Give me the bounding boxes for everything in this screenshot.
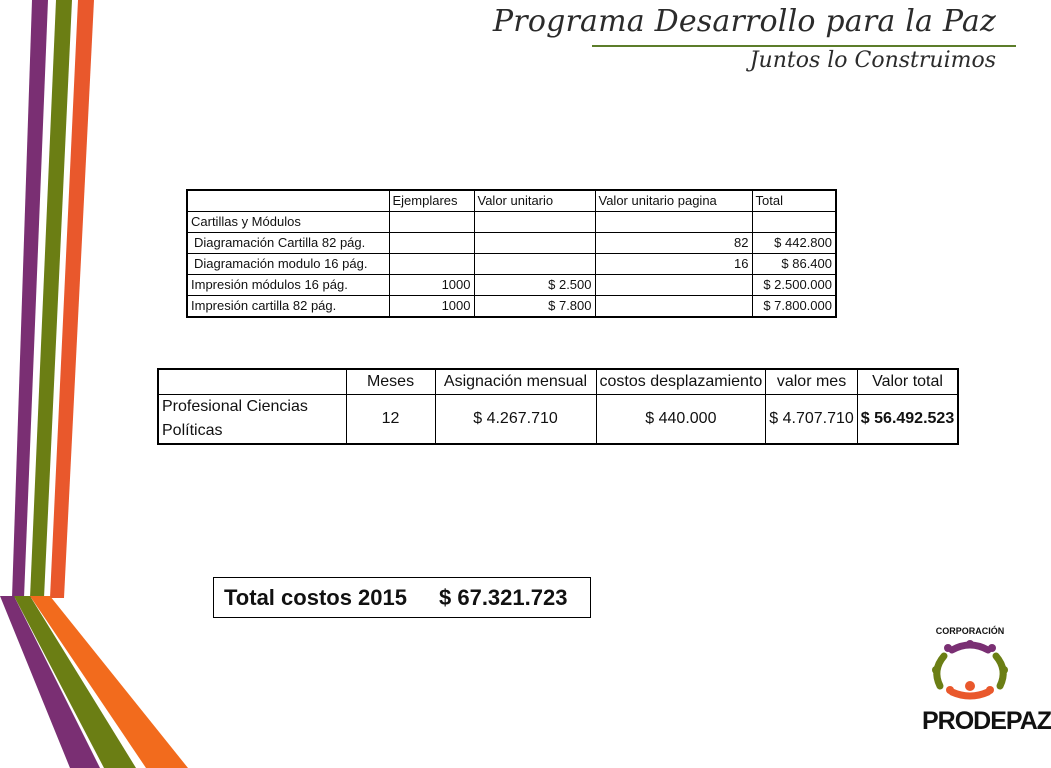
total-costs-box bbox=[213, 577, 591, 618]
logo-prodepaz-text: PRODEPAZ bbox=[922, 707, 1051, 735]
cell-valor-unitario: $ 7.800 bbox=[474, 296, 595, 318]
cell-valor-pagina: 16 bbox=[595, 254, 752, 275]
header-cell: Total bbox=[752, 190, 836, 212]
cell-total: $ 7.800.000 bbox=[752, 296, 836, 318]
table-row bbox=[187, 275, 836, 296]
cell-ejemplares bbox=[389, 212, 474, 233]
cell-total: $ 2.500.000 bbox=[752, 275, 836, 296]
row-label: Diagramación modulo 16 pág. bbox=[187, 254, 389, 275]
cell-total bbox=[752, 212, 836, 233]
header-cell: valor mes bbox=[766, 369, 858, 395]
cell-ejemplares: 1000 bbox=[389, 275, 474, 296]
cell-valor-pagina bbox=[595, 275, 752, 296]
cell-ejemplares bbox=[389, 233, 474, 254]
table-row bbox=[187, 212, 836, 233]
header-subtitle: Juntos lo Construimos bbox=[749, 48, 996, 73]
cell-valor-total: $ 56.492.523 bbox=[857, 395, 958, 445]
cell-valor-unitario bbox=[474, 212, 595, 233]
total-amount: $ 67.321.723 bbox=[439, 584, 568, 610]
logo-people-circle-icon bbox=[922, 636, 1018, 700]
prodepaz-logo bbox=[922, 626, 1051, 760]
table-row bbox=[187, 254, 836, 275]
cell-desplazamiento: $ 440.000 bbox=[596, 395, 766, 445]
cell-total: $ 86.400 bbox=[752, 254, 836, 275]
cell-valor-unitario bbox=[474, 254, 595, 275]
header-cell: costos desplazamiento bbox=[596, 369, 766, 395]
table-row bbox=[158, 395, 958, 445]
cell-valor-unitario: $ 2.500 bbox=[474, 275, 595, 296]
header-title: Programa Desarrollo para la Paz bbox=[492, 4, 996, 39]
table-row bbox=[187, 296, 836, 318]
header-cell bbox=[158, 369, 346, 395]
cell-valor-mes: $ 4.707.710 bbox=[766, 395, 858, 445]
total-label: Total costos 2015 bbox=[224, 584, 407, 610]
header-rule bbox=[592, 45, 1016, 47]
cell-ejemplares: 1000 bbox=[389, 296, 474, 318]
logo-corporacion-text: CORPORACIÓN bbox=[935, 626, 1005, 636]
cell-valor-pagina: 82 bbox=[595, 233, 752, 254]
cell-asignacion: $ 4.267.710 bbox=[435, 395, 596, 445]
cell-total: $ 442.800 bbox=[752, 233, 836, 254]
cell-meses: 12 bbox=[346, 395, 435, 445]
materials-cost-table bbox=[186, 189, 837, 318]
row-label: Impresión cartilla 82 pág. bbox=[187, 296, 389, 318]
table-header-row bbox=[158, 369, 958, 395]
table-header-row bbox=[187, 190, 836, 212]
header-cell: Asignación mensual bbox=[435, 369, 596, 395]
staff-cost-table bbox=[157, 368, 959, 445]
header-cell: Ejemplares bbox=[389, 190, 474, 212]
header-cell: Valor unitario pagina bbox=[595, 190, 752, 212]
cell-valor-pagina bbox=[595, 296, 752, 318]
header-cell: Valor total bbox=[857, 369, 958, 395]
cell-valor-unitario bbox=[474, 233, 595, 254]
header-cell: Meses bbox=[346, 369, 435, 395]
table-row bbox=[187, 233, 836, 254]
cell-valor-pagina bbox=[595, 212, 752, 233]
header-cell bbox=[187, 190, 389, 212]
header-cell: Valor unitario bbox=[474, 190, 595, 212]
row-label: Diagramación Cartilla 82 pág. bbox=[187, 233, 389, 254]
cell-ejemplares bbox=[389, 254, 474, 275]
row-label: Profesional Ciencias Políticas bbox=[158, 395, 346, 445]
row-label: Cartillas y Módulos bbox=[187, 212, 389, 233]
row-label: Impresión módulos 16 pág. bbox=[187, 275, 389, 296]
